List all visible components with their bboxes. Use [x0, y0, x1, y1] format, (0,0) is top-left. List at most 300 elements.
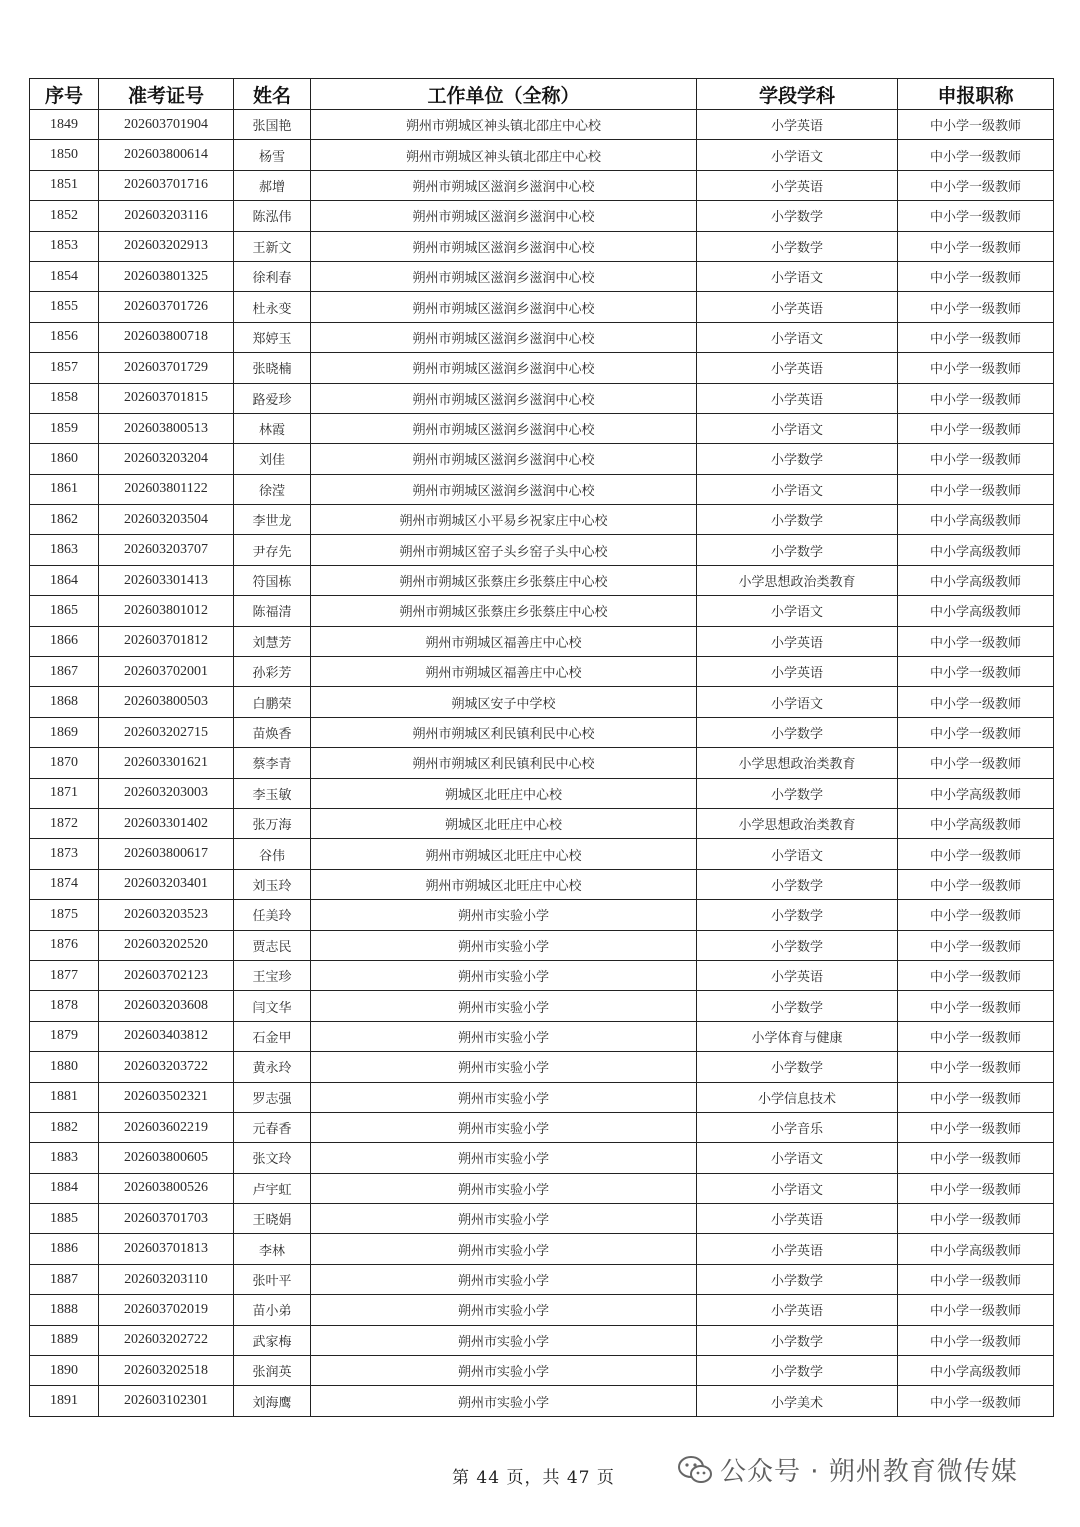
title-cell: 中小学高级教师	[898, 1234, 1054, 1264]
ticket-number-cell: 202603800614	[99, 140, 234, 170]
title-cell: 中小学一级教师	[898, 383, 1054, 413]
work-unit-cell: 朔州市朔城区滋润乡滋润中心校	[311, 231, 697, 261]
title-cell: 中小学一级教师	[898, 170, 1054, 200]
name-cell: 刘玉玲	[234, 869, 311, 899]
work-unit-cell: 朔州市实验小学	[311, 1295, 697, 1325]
serial-cell: 1875	[30, 900, 99, 930]
serial-cell: 1886	[30, 1234, 99, 1264]
stage-subject-cell: 小学数学	[697, 1052, 898, 1082]
table-row	[30, 413, 1054, 443]
work-unit-cell: 朔州市朔城区滋润乡滋润中心校	[311, 201, 697, 231]
stage-subject-cell: 小学数学	[697, 444, 898, 474]
serial-cell: 1854	[30, 261, 99, 291]
serial-cell: 1855	[30, 292, 99, 322]
stage-subject-cell: 小学数学	[697, 1325, 898, 1355]
table-row	[30, 869, 1054, 899]
title-cell: 中小学高级教师	[898, 808, 1054, 838]
work-unit-cell: 朔州市实验小学	[311, 1325, 697, 1355]
table-row	[30, 383, 1054, 413]
ticket-number-cell: 202603202722	[99, 1325, 234, 1355]
name-cell: 孙彩芳	[234, 657, 311, 687]
table-row	[30, 353, 1054, 383]
stage-subject-cell: 小学语文	[697, 413, 898, 443]
ticket-number-cell: 202603203707	[99, 535, 234, 565]
table-row	[30, 1112, 1054, 1142]
ticket-number-cell: 202603801012	[99, 596, 234, 626]
table-row	[30, 1204, 1054, 1234]
work-unit-cell: 朔州市朔城区利民镇利民中心校	[311, 717, 697, 747]
ticket-number-cell: 202603801122	[99, 474, 234, 504]
ticket-number-cell: 202603801325	[99, 261, 234, 291]
ticket-number-cell: 202603403812	[99, 1021, 234, 1051]
ticket-number-cell: 202603203722	[99, 1052, 234, 1082]
work-unit-cell: 朔州市朔城区滋润乡滋润中心校	[311, 261, 697, 291]
name-cell: 张晓楠	[234, 353, 311, 383]
title-cell: 中小学一级教师	[898, 1173, 1054, 1203]
work-unit-cell: 朔州市朔城区滋润乡滋润中心校	[311, 444, 697, 474]
table-row	[30, 1264, 1054, 1294]
stage-subject-cell: 小学思想政治类教育	[697, 748, 898, 778]
serial-cell: 1866	[30, 626, 99, 656]
stage-subject-cell: 小学体育与健康	[697, 1021, 898, 1051]
work-unit-cell: 朔州市朔城区滋润乡滋润中心校	[311, 322, 697, 352]
ticket-number-cell: 202603203204	[99, 444, 234, 474]
name-cell: 元春香	[234, 1112, 311, 1142]
serial-cell: 1891	[30, 1386, 99, 1416]
name-cell: 张文玲	[234, 1143, 311, 1173]
table-row	[30, 505, 1054, 535]
serial-cell: 1876	[30, 930, 99, 960]
header-name: 姓名	[234, 79, 311, 110]
table-row	[30, 991, 1054, 1021]
header-stage-subject: 学段学科	[697, 79, 898, 110]
work-unit-cell: 朔州市朔城区小平易乡祝家庄中心校	[311, 505, 697, 535]
title-cell: 中小学一级教师	[898, 626, 1054, 656]
ticket-number-cell: 202603301402	[99, 808, 234, 838]
stage-subject-cell: 小学数学	[697, 201, 898, 231]
serial-cell: 1890	[30, 1356, 99, 1386]
stage-subject-cell: 小学语文	[697, 322, 898, 352]
table-row	[30, 1082, 1054, 1112]
work-unit-cell: 朔州市朔城区滋润乡滋润中心校	[311, 170, 697, 200]
page-footer	[0, 1457, 1080, 1488]
table-header-row	[30, 79, 1054, 110]
table-row	[30, 201, 1054, 231]
work-unit-cell: 朔州市实验小学	[311, 1082, 697, 1112]
ticket-number-cell: 202603203504	[99, 505, 234, 535]
table-row	[30, 748, 1054, 778]
name-cell: 任美玲	[234, 900, 311, 930]
name-cell: 张万海	[234, 808, 311, 838]
name-cell: 武家梅	[234, 1325, 311, 1355]
title-cell: 中小学一级教师	[898, 231, 1054, 261]
stage-subject-cell: 小学英语	[697, 960, 898, 990]
table-row	[30, 565, 1054, 595]
table-row	[30, 1356, 1054, 1386]
name-cell: 王新文	[234, 231, 311, 261]
name-cell: 杨雪	[234, 140, 311, 170]
table-row	[30, 717, 1054, 747]
stage-subject-cell: 小学英语	[697, 626, 898, 656]
work-unit-cell: 朔州市朔城区北旺庄中心校	[311, 869, 697, 899]
name-cell: 林霞	[234, 413, 311, 443]
name-cell: 黄永玲	[234, 1052, 311, 1082]
work-unit-cell: 朔州市实验小学	[311, 960, 697, 990]
stage-subject-cell: 小学英语	[697, 170, 898, 200]
name-cell: 刘海鹰	[234, 1386, 311, 1416]
title-cell: 中小学高级教师	[898, 1356, 1054, 1386]
name-cell: 徐滢	[234, 474, 311, 504]
stage-subject-cell: 小学数学	[697, 717, 898, 747]
work-unit-cell: 朔州市实验小学	[311, 1356, 697, 1386]
serial-cell: 1860	[30, 444, 99, 474]
work-unit-cell: 朔州市实验小学	[311, 1386, 697, 1416]
ticket-number-cell: 202603202518	[99, 1356, 234, 1386]
table-row	[30, 322, 1054, 352]
ticket-number-cell: 202603701813	[99, 1234, 234, 1264]
title-cell: 中小学一级教师	[898, 1052, 1054, 1082]
stage-subject-cell: 小学英语	[697, 1234, 898, 1264]
serial-cell: 1884	[30, 1173, 99, 1203]
title-cell: 中小学一级教师	[898, 687, 1054, 717]
stage-subject-cell: 小学语文	[697, 1173, 898, 1203]
ticket-number-cell: 202603203110	[99, 1264, 234, 1294]
title-cell: 中小学一级教师	[898, 991, 1054, 1021]
title-cell: 中小学一级教师	[898, 140, 1054, 170]
title-cell: 中小学一级教师	[898, 1204, 1054, 1234]
serial-cell: 1889	[30, 1325, 99, 1355]
name-cell: 白鹏荣	[234, 687, 311, 717]
table-row	[30, 808, 1054, 838]
serial-cell: 1883	[30, 1143, 99, 1173]
title-cell: 中小学一级教师	[898, 1325, 1054, 1355]
serial-cell: 1851	[30, 170, 99, 200]
stage-subject-cell: 小学信息技术	[697, 1082, 898, 1112]
name-cell: 苗小弟	[234, 1295, 311, 1325]
title-cell: 中小学一级教师	[898, 657, 1054, 687]
serial-cell: 1861	[30, 474, 99, 504]
stage-subject-cell: 小学数学	[697, 991, 898, 1021]
table-row	[30, 110, 1054, 140]
table-row	[30, 1234, 1054, 1264]
stage-subject-cell: 小学英语	[697, 1204, 898, 1234]
work-unit-cell: 朔州市朔城区滋润乡滋润中心校	[311, 383, 697, 413]
page-number: 第 44 页，共 47 页	[452, 1468, 615, 1488]
title-cell: 中小学一级教师	[898, 1021, 1054, 1051]
ticket-number-cell: 202603701726	[99, 292, 234, 322]
name-cell: 谷伟	[234, 839, 311, 869]
name-cell: 贾志民	[234, 930, 311, 960]
serial-cell: 1849	[30, 110, 99, 140]
title-cell: 中小学一级教师	[898, 1386, 1054, 1416]
work-unit-cell: 朔州市朔城区神头镇北邵庄中心校	[311, 140, 697, 170]
name-cell: 石金甲	[234, 1021, 311, 1051]
serial-cell: 1881	[30, 1082, 99, 1112]
title-cell: 中小学一级教师	[898, 930, 1054, 960]
table-row	[30, 596, 1054, 626]
ticket-number-cell: 202603202715	[99, 717, 234, 747]
table-row	[30, 1143, 1054, 1173]
work-unit-cell: 朔州市朔城区滋润乡滋润中心校	[311, 474, 697, 504]
work-unit-cell: 朔州市朔城区滋润乡滋润中心校	[311, 292, 697, 322]
name-cell: 罗志强	[234, 1082, 311, 1112]
title-cell: 中小学一级教师	[898, 261, 1054, 291]
table-row	[30, 444, 1054, 474]
stage-subject-cell: 小学英语	[697, 383, 898, 413]
ticket-number-cell: 202603702123	[99, 960, 234, 990]
table-row	[30, 930, 1054, 960]
stage-subject-cell: 小学数学	[697, 505, 898, 535]
stage-subject-cell: 小学英语	[697, 292, 898, 322]
stage-subject-cell: 小学美术	[697, 1386, 898, 1416]
stage-subject-cell: 小学思想政治类教育	[697, 565, 898, 595]
stage-subject-cell: 小学数学	[697, 869, 898, 899]
ticket-number-cell: 202603800605	[99, 1143, 234, 1173]
stage-subject-cell: 小学英语	[697, 353, 898, 383]
serial-cell: 1868	[30, 687, 99, 717]
ticket-number-cell: 202603701729	[99, 353, 234, 383]
table-row	[30, 1052, 1054, 1082]
header-ticket-number: 准考证号	[99, 79, 234, 110]
work-unit-cell: 朔州市实验小学	[311, 900, 697, 930]
name-cell: 徐利春	[234, 261, 311, 291]
table-row	[30, 1295, 1054, 1325]
title-cell: 中小学高级教师	[898, 565, 1054, 595]
ticket-number-cell: 202603701716	[99, 170, 234, 200]
stage-subject-cell: 小学英语	[697, 657, 898, 687]
serial-cell: 1850	[30, 140, 99, 170]
ticket-number-cell: 202603702019	[99, 1295, 234, 1325]
ticket-number-cell: 202603602219	[99, 1112, 234, 1142]
table-row	[30, 626, 1054, 656]
stage-subject-cell: 小学英语	[697, 1295, 898, 1325]
table-row	[30, 535, 1054, 565]
stage-subject-cell: 小学思想政治类教育	[697, 808, 898, 838]
work-unit-cell: 朔州市实验小学	[311, 991, 697, 1021]
work-unit-cell: 朔州市实验小学	[311, 1234, 697, 1264]
ticket-number-cell: 202603702001	[99, 657, 234, 687]
work-unit-cell: 朔州市朔城区福善庄中心校	[311, 626, 697, 656]
title-cell: 中小学高级教师	[898, 535, 1054, 565]
stage-subject-cell: 小学数学	[697, 778, 898, 808]
work-unit-cell: 朔州市实验小学	[311, 930, 697, 960]
serial-cell: 1859	[30, 413, 99, 443]
work-unit-cell: 朔州市实验小学	[311, 1204, 697, 1234]
name-cell: 符国栋	[234, 565, 311, 595]
title-cell: 中小学一级教师	[898, 444, 1054, 474]
name-cell: 陈泓伟	[234, 201, 311, 231]
name-cell: 张叶平	[234, 1264, 311, 1294]
name-cell: 郝增	[234, 170, 311, 200]
stage-subject-cell: 小学语文	[697, 474, 898, 504]
title-cell: 中小学一级教师	[898, 292, 1054, 322]
serial-cell: 1872	[30, 808, 99, 838]
serial-cell: 1862	[30, 505, 99, 535]
title-cell: 中小学一级教师	[898, 474, 1054, 504]
wechat-icon	[678, 1455, 712, 1485]
ticket-number-cell: 202603202913	[99, 231, 234, 261]
watermark-text: 公众号 · 朔州教育微传媒	[720, 1457, 1018, 1487]
serial-cell: 1871	[30, 778, 99, 808]
ticket-number-cell: 202603202520	[99, 930, 234, 960]
ticket-number-cell: 202603800718	[99, 322, 234, 352]
ticket-number-cell: 202603701815	[99, 383, 234, 413]
work-unit-cell: 朔城区安子中学校	[311, 687, 697, 717]
serial-cell: 1882	[30, 1112, 99, 1142]
table-row	[30, 1325, 1054, 1355]
work-unit-cell: 朔州市朔城区北旺庄中心校	[311, 839, 697, 869]
stage-subject-cell: 小学音乐	[697, 1112, 898, 1142]
ticket-number-cell: 202603800526	[99, 1173, 234, 1203]
serial-cell: 1867	[30, 657, 99, 687]
serial-cell: 1869	[30, 717, 99, 747]
stage-subject-cell: 小学数学	[697, 535, 898, 565]
table-row	[30, 170, 1054, 200]
ticket-number-cell: 202603800617	[99, 839, 234, 869]
title-cell: 中小学一级教师	[898, 869, 1054, 899]
stage-subject-cell: 小学数学	[697, 900, 898, 930]
name-cell: 路爱珍	[234, 383, 311, 413]
name-cell: 刘慧芳	[234, 626, 311, 656]
table-row	[30, 140, 1054, 170]
title-cell: 中小学一级教师	[898, 960, 1054, 990]
title-cell: 中小学一级教师	[898, 1112, 1054, 1142]
table-row	[30, 839, 1054, 869]
stage-subject-cell: 小学数学	[697, 231, 898, 261]
work-unit-cell: 朔州市实验小学	[311, 1112, 697, 1142]
title-cell: 中小学高级教师	[898, 778, 1054, 808]
table-row	[30, 292, 1054, 322]
header-serial: 序号	[30, 79, 99, 110]
name-cell: 李世龙	[234, 505, 311, 535]
serial-cell: 1879	[30, 1021, 99, 1051]
ticket-number-cell: 202603203116	[99, 201, 234, 231]
work-unit-cell: 朔州市实验小学	[311, 1052, 697, 1082]
ticket-number-cell: 202603701812	[99, 626, 234, 656]
work-unit-cell: 朔州市朔城区滋润乡滋润中心校	[311, 353, 697, 383]
table-row	[30, 1173, 1054, 1203]
name-cell: 王晓娟	[234, 1204, 311, 1234]
table-row	[30, 474, 1054, 504]
stage-subject-cell: 小学语文	[697, 140, 898, 170]
ticket-number-cell: 202603701904	[99, 110, 234, 140]
table-row	[30, 1021, 1054, 1051]
serial-cell: 1880	[30, 1052, 99, 1082]
work-unit-cell: 朔州市朔城区滋润乡滋润中心校	[311, 413, 697, 443]
table-row	[30, 900, 1054, 930]
header-title: 申报职称	[898, 79, 1054, 110]
name-cell: 李林	[234, 1234, 311, 1264]
ticket-number-cell: 202603502321	[99, 1082, 234, 1112]
table-row	[30, 231, 1054, 261]
ticket-number-cell: 202603301413	[99, 565, 234, 595]
table-row	[30, 1386, 1054, 1416]
name-cell: 张润英	[234, 1356, 311, 1386]
ticket-number-cell: 202603800503	[99, 687, 234, 717]
title-cell: 中小学一级教师	[898, 748, 1054, 778]
serial-cell: 1878	[30, 991, 99, 1021]
title-cell: 中小学一级教师	[898, 1082, 1054, 1112]
table-row	[30, 778, 1054, 808]
serial-cell: 1870	[30, 748, 99, 778]
work-unit-cell: 朔州市朔城区张蔡庄乡张蔡庄中心校	[311, 596, 697, 626]
title-cell: 中小学一级教师	[898, 201, 1054, 231]
title-cell: 中小学一级教师	[898, 1295, 1054, 1325]
title-cell: 中小学一级教师	[898, 322, 1054, 352]
stage-subject-cell: 小学数学	[697, 1264, 898, 1294]
roster-table	[29, 78, 1054, 1417]
serial-cell: 1885	[30, 1204, 99, 1234]
name-cell: 刘佳	[234, 444, 311, 474]
table-row	[30, 261, 1054, 291]
table-row	[30, 687, 1054, 717]
ticket-number-cell: 202603203003	[99, 778, 234, 808]
name-cell: 闫文华	[234, 991, 311, 1021]
name-cell: 王宝珍	[234, 960, 311, 990]
title-cell: 中小学一级教师	[898, 839, 1054, 869]
ticket-number-cell: 202603203523	[99, 900, 234, 930]
title-cell: 中小学一级教师	[898, 900, 1054, 930]
title-cell: 中小学高级教师	[898, 505, 1054, 535]
stage-subject-cell: 小学英语	[697, 110, 898, 140]
serial-cell: 1864	[30, 565, 99, 595]
name-cell: 郑婷玉	[234, 322, 311, 352]
serial-cell: 1874	[30, 869, 99, 899]
title-cell: 中小学一级教师	[898, 413, 1054, 443]
serial-cell: 1887	[30, 1264, 99, 1294]
header-work-unit: 工作单位（全称）	[311, 79, 697, 110]
work-unit-cell: 朔州市实验小学	[311, 1021, 697, 1051]
ticket-number-cell: 202603800513	[99, 413, 234, 443]
name-cell: 蔡李青	[234, 748, 311, 778]
title-cell: 中小学一级教师	[898, 1264, 1054, 1294]
serial-cell: 1865	[30, 596, 99, 626]
work-unit-cell: 朔州市实验小学	[311, 1143, 697, 1173]
name-cell: 陈福清	[234, 596, 311, 626]
serial-cell: 1888	[30, 1295, 99, 1325]
ticket-number-cell: 202603203401	[99, 869, 234, 899]
serial-cell: 1877	[30, 960, 99, 990]
table-row	[30, 657, 1054, 687]
title-cell: 中小学一级教师	[898, 353, 1054, 383]
work-unit-cell: 朔城区北旺庄中心校	[311, 778, 697, 808]
serial-cell: 1853	[30, 231, 99, 261]
title-cell: 中小学一级教师	[898, 1143, 1054, 1173]
ticket-number-cell: 202603203608	[99, 991, 234, 1021]
stage-subject-cell: 小学语文	[697, 261, 898, 291]
work-unit-cell: 朔州市朔城区利民镇利民中心校	[311, 748, 697, 778]
work-unit-cell: 朔州市实验小学	[311, 1173, 697, 1203]
name-cell: 苗焕香	[234, 717, 311, 747]
serial-cell: 1852	[30, 201, 99, 231]
name-cell: 张国艳	[234, 110, 311, 140]
ticket-number-cell: 202603701703	[99, 1204, 234, 1234]
work-unit-cell: 朔城区北旺庄中心校	[311, 808, 697, 838]
ticket-number-cell: 202603102301	[99, 1386, 234, 1416]
work-unit-cell: 朔州市朔城区福善庄中心校	[311, 657, 697, 687]
stage-subject-cell: 小学语文	[697, 839, 898, 869]
serial-cell: 1863	[30, 535, 99, 565]
watermark	[678, 1451, 1018, 1488]
serial-cell: 1873	[30, 839, 99, 869]
name-cell: 尹存先	[234, 535, 311, 565]
roster-table-container	[29, 78, 1053, 1417]
stage-subject-cell: 小学语文	[697, 1143, 898, 1173]
name-cell: 杜永变	[234, 292, 311, 322]
title-cell: 中小学一级教师	[898, 110, 1054, 140]
serial-cell: 1857	[30, 353, 99, 383]
title-cell: 中小学一级教师	[898, 717, 1054, 747]
